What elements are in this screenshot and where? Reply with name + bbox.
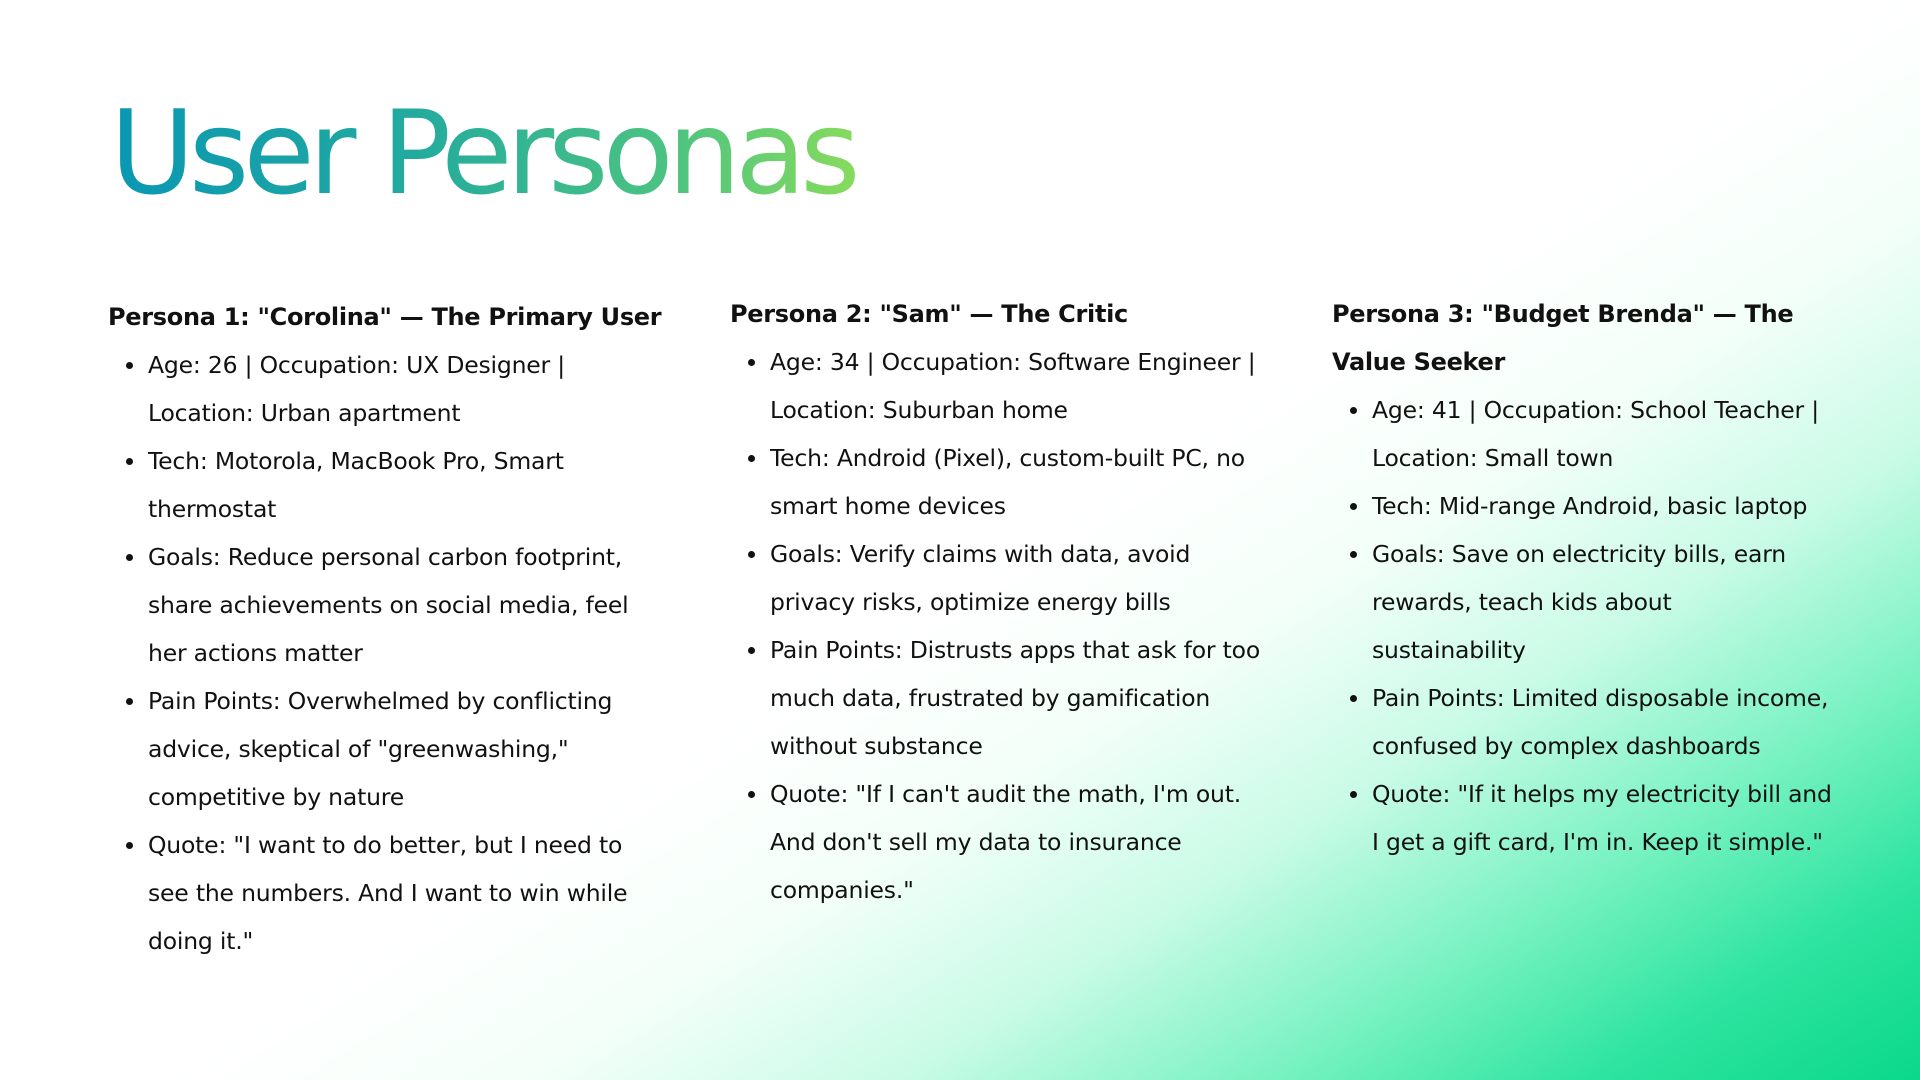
list-item — [1332, 530, 1832, 674]
persona-heading: Persona 3: "Budget Brenda" — The Value Seeker — [1332, 300, 1794, 376]
list-item-text: Age: 34 | Occupation: Software Engineer | Location: Suburban home — [770, 348, 1256, 424]
list-item — [108, 437, 668, 533]
list-item-text: Goals: Save on electricity bills, earn rewards, teach kids about sustainability — [1372, 540, 1786, 664]
bullet-icon — [1350, 551, 1357, 558]
list-item — [730, 338, 1270, 434]
list-item — [108, 677, 668, 821]
bullet-icon — [748, 551, 755, 558]
list-item-text: Tech: Mid-range Android, basic laptop — [1372, 492, 1808, 520]
persona-column-2 — [730, 290, 1270, 914]
list-item — [730, 434, 1270, 530]
list-item-text: Quote: "If I can't audit the math, I'm out. And don't sell my data to insurance companies." — [770, 780, 1241, 904]
bullet-icon — [126, 698, 133, 705]
list-item-text: Goals: Reduce personal carbon footprint, share achievements on social media, feel her actions matter — [148, 543, 629, 667]
list-item-text: Pain Points: Distrusts apps that ask for too much data, frustrated by gamification without substance — [770, 636, 1261, 760]
list-item — [730, 530, 1270, 626]
list-item — [108, 341, 668, 437]
list-item-text: Tech: Motorola, MacBook Pro, Smart thermostat — [148, 447, 564, 523]
list-item — [108, 821, 668, 965]
bullet-icon — [1350, 695, 1357, 702]
persona-column-3 — [1332, 290, 1832, 866]
list-item-text: Pain Points: Overwhelmed by conflicting advice, skeptical of "greenwashing," competitive by nature — [148, 687, 613, 811]
bullet-icon — [126, 458, 133, 465]
list-item-text: Quote: "I want to do better, but I need to see the numbers. And I want to win while doing it." — [148, 831, 628, 955]
list-item-text: Goals: Verify claims with data, avoid privacy risks, optimize energy bills — [770, 540, 1191, 616]
bullet-icon — [126, 842, 133, 849]
list-item-text: Age: 41 | Occupation: School Teacher | Location: Small town — [1372, 396, 1819, 472]
bullet-icon — [748, 791, 755, 798]
bullet-icon — [1350, 407, 1357, 414]
persona-details-list — [108, 341, 668, 965]
list-item-text: Age: 26 | Occupation: UX Designer | Location: Urban apartment — [148, 351, 565, 427]
list-item — [1332, 770, 1832, 866]
bullet-icon — [126, 362, 133, 369]
list-item — [1332, 482, 1832, 530]
bullet-icon — [1350, 791, 1357, 798]
list-item-text: Pain Points: Limited disposable income, confused by complex dashboards — [1372, 684, 1829, 760]
persona-heading: Persona 1: "Corolina" — The Primary User — [108, 303, 662, 331]
persona-details-list — [730, 338, 1270, 914]
list-item — [1332, 674, 1832, 770]
bullet-icon — [748, 455, 755, 462]
page-title: User Personas — [110, 86, 855, 221]
persona-column-1 — [108, 293, 668, 965]
persona-details-list — [1332, 386, 1832, 866]
list-item — [108, 533, 668, 677]
bullet-icon — [748, 647, 755, 654]
bullet-icon — [126, 554, 133, 561]
list-item — [730, 770, 1270, 914]
list-item-text: Quote: "If it helps my electricity bill and I get a gift card, I'm in. Keep it simple." — [1372, 780, 1832, 856]
bullet-icon — [748, 359, 755, 366]
bullet-icon — [1350, 503, 1357, 510]
list-item-text: Tech: Android (Pixel), custom-built PC, no smart home devices — [770, 444, 1245, 520]
list-item — [1332, 386, 1832, 482]
persona-heading: Persona 2: "Sam" — The Critic — [730, 300, 1128, 328]
list-item — [730, 626, 1270, 770]
